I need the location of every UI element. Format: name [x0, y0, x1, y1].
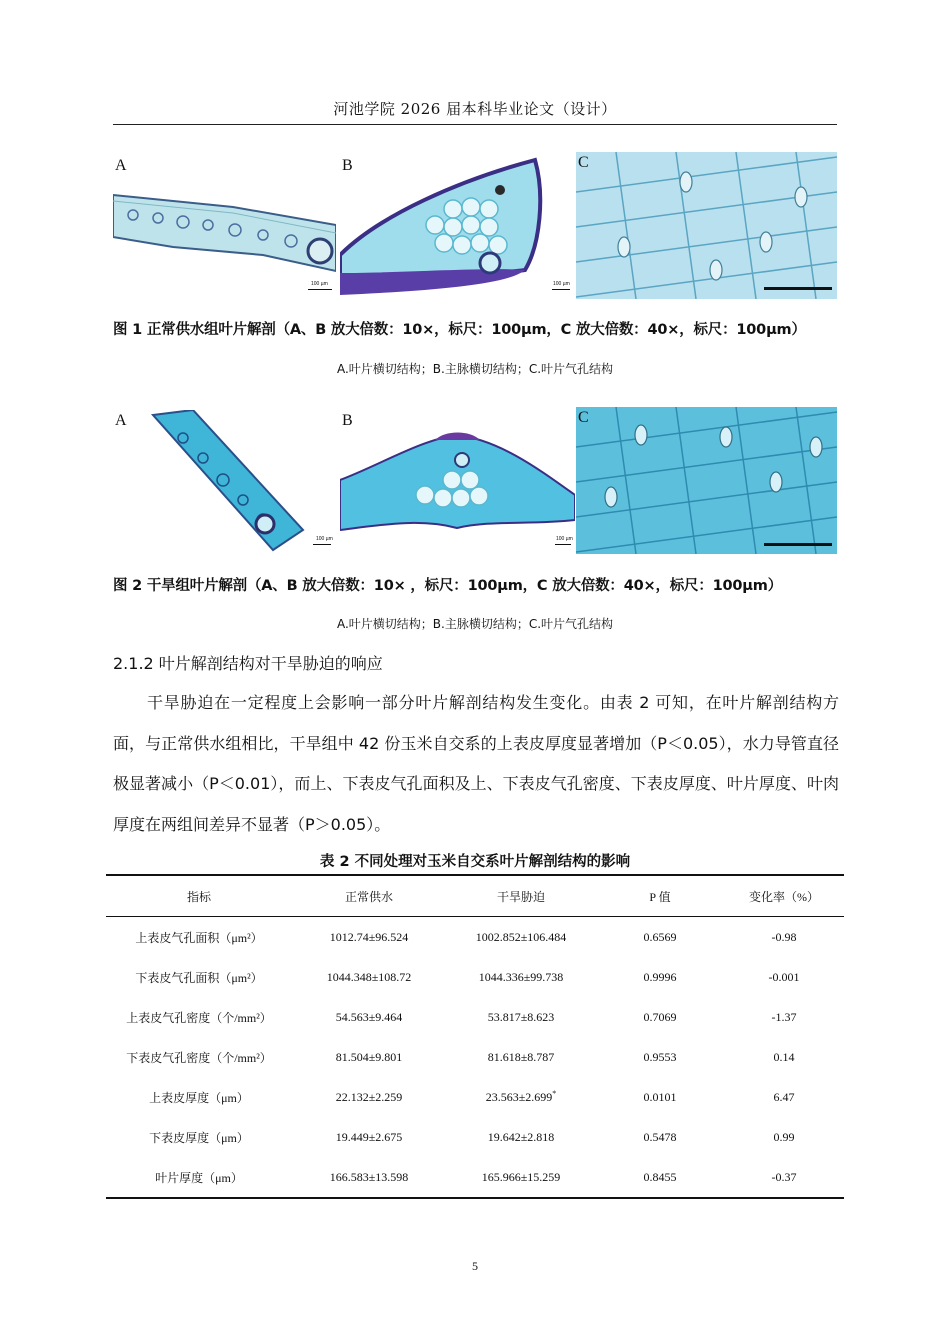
- table-row: [106, 997, 844, 1037]
- figure1-subcaption: A.叶片横切结构；B.主脉横切结构；C.叶片气孔结构: [336, 362, 614, 376]
- cell-indicator: [106, 1077, 292, 1117]
- cell-p-value: [596, 917, 724, 958]
- significance-marker: *: [552, 1089, 557, 1098]
- cell-drought: [446, 917, 596, 958]
- cell-indicator-text: 下表皮气孔面积（μm²）: [135, 970, 263, 985]
- cell-drought-text: 1002.852±106.484: [475, 930, 567, 944]
- cell-p-value: [596, 1037, 724, 1077]
- fig2-panel-c: [576, 407, 837, 554]
- cell-drought: [446, 1037, 596, 1077]
- col-header-indicator: 指标: [106, 875, 292, 917]
- cell-drought-text: 165.966±15.259: [481, 1170, 561, 1184]
- cell-change-rate-text: -1.37: [771, 1009, 797, 1024]
- cell-drought-text: 81.618±8.787: [487, 1050, 555, 1064]
- cell-p-value-text: 0.0101: [643, 1089, 677, 1104]
- cell-normal-text: 22.132±2.259: [335, 1089, 403, 1104]
- panel-label: B: [342, 412, 353, 429]
- cell-drought: [446, 1077, 596, 1117]
- cell-p-value: [596, 1117, 724, 1157]
- cell-p-value-text: 0.5478: [643, 1129, 677, 1144]
- table-title: 表 2 不同处理对玉米自交系叶片解剖结构的影响: [319, 854, 631, 870]
- fig1-panel-b: [340, 155, 575, 298]
- cell-normal-text: 1012.74±96.524: [329, 929, 409, 944]
- cell-normal: [292, 997, 446, 1037]
- scale-bar: [313, 544, 331, 545]
- cell-change-rate-text: -0.37: [771, 1169, 797, 1184]
- cell-change-rate: [724, 1117, 844, 1157]
- anatomy-table: [106, 874, 844, 1199]
- panel-label: A: [115, 412, 127, 429]
- table-row: [106, 1157, 844, 1198]
- cell-change-rate: [724, 1037, 844, 1077]
- running-header: 河池学院 2026 届本科毕业论文（设计）: [333, 100, 617, 118]
- header-rule: [113, 124, 837, 125]
- figure1-caption: 图 1 正常供水组叶片解剖（A、B 放大倍数：10×，标尺：100μm，C 放大倍数：40×，标尺：100μm）: [113, 322, 806, 338]
- cell-normal: [292, 1157, 446, 1198]
- fig2-panel-a: [113, 410, 336, 553]
- cell-indicator: [106, 997, 292, 1037]
- cell-change-rate: [724, 917, 844, 958]
- leaf-cross-section-image: [113, 155, 336, 298]
- cell-normal-text: 1044.348±108.72: [326, 969, 412, 984]
- cell-normal: [292, 1117, 446, 1157]
- leaf-cross-section-image: [113, 410, 336, 553]
- scale-bar: [552, 289, 570, 290]
- cell-indicator: [106, 917, 292, 958]
- cell-change-rate-text: -0.001: [768, 969, 800, 984]
- col-header-drought: 干旱胁迫: [446, 875, 596, 917]
- cell-normal: [292, 1077, 446, 1117]
- cell-change-rate: [724, 997, 844, 1037]
- table-row: [106, 1077, 844, 1117]
- col-header-p: P 值: [596, 875, 724, 917]
- cell-drought-text: 1044.336±99.738: [478, 970, 564, 984]
- cell-change-rate-text: 0.99: [773, 1129, 795, 1144]
- cell-p-value-text: 0.8455: [643, 1169, 677, 1184]
- figure2-subcaption: A.叶片横切结构；B.主脉横切结构；C.叶片气孔结构: [336, 617, 614, 631]
- figure2-caption: 图 2 干旱组叶片解剖（A、B 放大倍数：10× ，标尺：100μm，C 放大倍数：40×，标尺：100μm）: [113, 578, 782, 594]
- cell-normal: [292, 1037, 446, 1077]
- cell-p-value-text: 0.9996: [643, 969, 677, 984]
- cell-drought-text: 19.642±2.818: [487, 1130, 555, 1144]
- panel-label: C: [578, 154, 589, 171]
- cell-p-value: [596, 1157, 724, 1198]
- cell-change-rate-text: -0.98: [771, 929, 797, 944]
- cell-change-rate-text: 6.47: [773, 1089, 795, 1104]
- table-row: [106, 917, 844, 958]
- cell-indicator-text: 上表皮气孔面积（μm²）: [135, 930, 263, 945]
- cell-indicator-text: 上表皮气孔密度（个/mm²）: [126, 1010, 272, 1025]
- fig1-panel-c: [576, 152, 837, 299]
- panel-label: B: [342, 157, 353, 174]
- cell-indicator-text: 上表皮厚度（μm）: [149, 1090, 249, 1105]
- cell-change-rate: [724, 1157, 844, 1198]
- scale-bar: [308, 289, 332, 290]
- cell-drought: [446, 997, 596, 1037]
- cell-drought-text: 53.817±8.623: [487, 1010, 555, 1024]
- midrib-cross-section-image: [340, 410, 575, 553]
- section-heading: 2.1.2 叶片解剖结构对干旱胁迫的响应: [113, 654, 383, 673]
- stomata-image: [576, 407, 837, 554]
- cell-p-value: [596, 997, 724, 1037]
- cell-normal: [292, 957, 446, 997]
- cell-normal-text: 54.563±9.464: [335, 1009, 403, 1024]
- fig1-panel-a: [113, 155, 336, 298]
- cell-normal: [292, 917, 446, 958]
- body-paragraph: 干旱胁迫在一定程度上会影响一部分叶片解剖结构发生变化。由表 2 可知，在叶片解剖结构方面，与正常供水组相比，干旱组中 42 份玉米自交系的上表皮厚度显著增加（P＜0.05），水力导管直径极显著减小（P＜0.01），而上、下表皮气孔面积及上、下表皮气孔密度、下表皮厚度、叶片厚度、叶肉厚度在两组间差异不显著（P＞0.05）。: [113, 693, 839, 834]
- scale-bar: [555, 544, 571, 545]
- scale-label: 100 µm: [316, 536, 333, 542]
- cell-indicator: [106, 1117, 292, 1157]
- cell-change-rate-text: 0.14: [773, 1049, 795, 1064]
- stomata-image: [576, 152, 837, 299]
- panel-label: C: [578, 409, 589, 426]
- cell-p-value-text: 0.6569: [643, 929, 677, 944]
- cell-indicator: [106, 1037, 292, 1077]
- scale-label: 100 µm: [311, 281, 328, 287]
- cell-p-value-text: 0.7069: [643, 1009, 677, 1024]
- cell-p-value-text: 0.9553: [643, 1049, 677, 1064]
- cell-p-value: [596, 957, 724, 997]
- scale-label: 100 µm: [553, 281, 570, 287]
- table-header-row: [106, 875, 844, 917]
- cell-drought: [446, 1157, 596, 1198]
- cell-indicator-text: 下表皮气孔密度（个/mm²）: [126, 1050, 272, 1065]
- cell-indicator-text: 叶片厚度（μm）: [155, 1170, 243, 1185]
- cell-change-rate: [724, 1077, 844, 1117]
- cell-change-rate: [724, 957, 844, 997]
- table-row: [106, 1117, 844, 1157]
- cell-drought-text: 23.563±2.699: [485, 1090, 553, 1104]
- cell-normal-text: 19.449±2.675: [335, 1129, 403, 1144]
- col-header-normal: 正常供水: [292, 875, 446, 917]
- cell-indicator-text: 下表皮厚度（μm）: [149, 1130, 249, 1145]
- page-number: 5: [472, 1259, 478, 1273]
- table-row: [106, 957, 844, 997]
- cell-indicator: [106, 957, 292, 997]
- cell-drought: [446, 957, 596, 997]
- table-row: [106, 1037, 844, 1077]
- cell-indicator: [106, 1157, 292, 1198]
- cell-drought: [446, 1117, 596, 1157]
- cell-p-value: [596, 1077, 724, 1117]
- scale-label: 100 µm: [556, 536, 573, 542]
- fig2-panel-b: [340, 410, 575, 553]
- cell-normal-text: 81.504±9.801: [335, 1049, 403, 1064]
- midrib-cross-section-image: [340, 155, 575, 298]
- cell-normal-text: 166.583±13.598: [329, 1169, 409, 1184]
- panel-label: A: [115, 157, 127, 174]
- col-header-change: 变化率（%）: [724, 875, 844, 917]
